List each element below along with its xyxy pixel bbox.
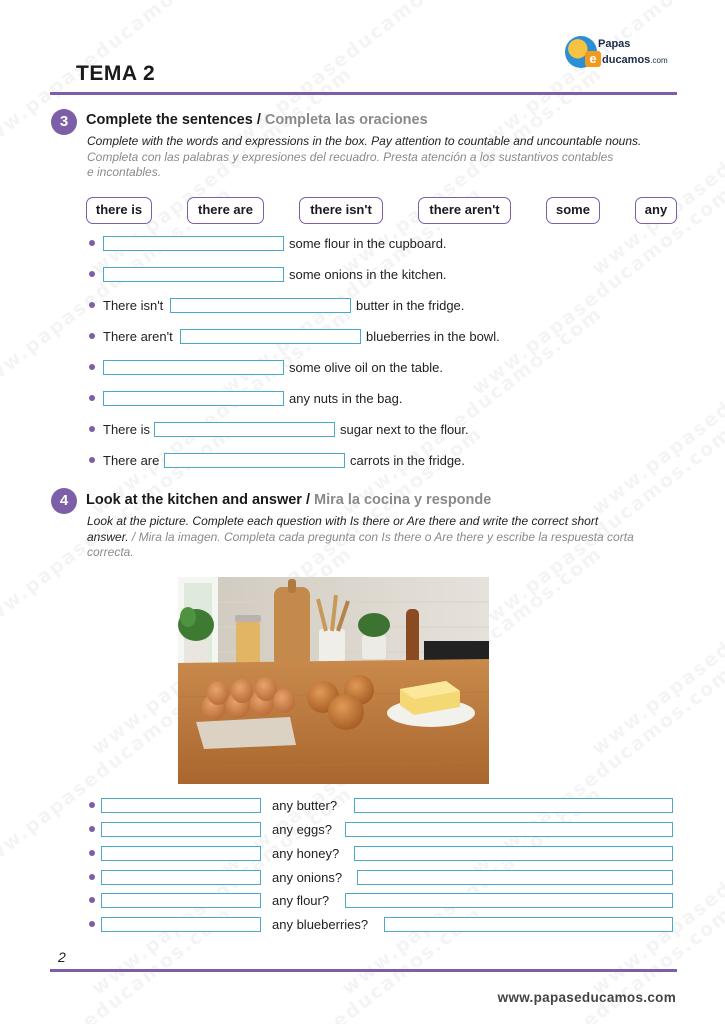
bullet [89, 850, 95, 856]
blank-q3-verb[interactable] [101, 846, 261, 861]
blank-q5-answer[interactable] [345, 893, 673, 908]
word-box-any: any [635, 197, 677, 224]
sentence-8-before: There are [103, 453, 160, 468]
word-box-some: some [546, 197, 600, 224]
word-box-there-arent: there aren't [418, 197, 511, 224]
question-4: any onions? [272, 870, 343, 885]
header-rule [50, 92, 677, 95]
word-box-there-isnt: there isn't [299, 197, 383, 224]
question-6: any blueberries? [272, 917, 369, 932]
word-box-there-are: there are [187, 197, 264, 224]
sentence-7-before: There is [103, 422, 150, 437]
watermark-text [588, 782, 725, 999]
section-4-title: Look at the kitchen and answer / Mira la cocina y responde [86, 492, 492, 508]
section-4-instructions: Look at the picture. Complete each question with Is there or Are there and write the correct short answer. / Mira la imagen. Completa cada pregunta con Is there o Are there y escribe la respuesta corta correcta. [87, 514, 634, 559]
watermark-text [338, 782, 607, 999]
bullet [89, 874, 95, 880]
blank-q1-answer[interactable] [354, 798, 673, 813]
watermark-text [588, 302, 725, 519]
footer-url[interactable]: www.papaseducamos.com [497, 990, 676, 1005]
sentence-4-before: There aren't [103, 329, 173, 344]
bullet [89, 395, 95, 401]
sentence-7-after: sugar next to the flour. [340, 422, 469, 437]
word-box-there-is: there is [86, 197, 152, 224]
blank-q1-verb[interactable] [101, 798, 261, 813]
sentence-5-after: some olive oil on the table. [289, 360, 443, 375]
bullet [89, 302, 95, 308]
bullet [89, 897, 95, 903]
blank-q6-answer[interactable] [384, 917, 673, 932]
logo-e: e [585, 51, 601, 67]
bullet [89, 333, 95, 339]
kitchen-illustration [178, 577, 489, 784]
blank-s7[interactable] [154, 422, 335, 437]
section-3-instructions: Complete with the words and expressions in the box. Pay attention to countable and uncountable nouns. Completa con las palabras y expresiones del recuadro. Presta atención a los sustantivos contables e incontables. [87, 134, 642, 179]
bullet [89, 802, 95, 808]
blank-q5-verb[interactable] [101, 893, 261, 908]
section-3-badge: 3 [51, 109, 77, 135]
watermark-text [88, 782, 357, 999]
blank-s5[interactable] [103, 360, 284, 375]
bullet [89, 457, 95, 463]
question-3: any honey? [272, 846, 340, 861]
blank-q4-answer[interactable] [357, 870, 673, 885]
sentence-2-after: some onions in the kitchen. [289, 267, 447, 282]
blank-q2-verb[interactable] [101, 822, 261, 837]
bullet [89, 364, 95, 370]
sentence-3-after: butter in the fridge. [356, 298, 465, 313]
sentence-6-after: any nuts in the bag. [289, 391, 403, 406]
blank-s2[interactable] [103, 267, 284, 282]
blank-s4[interactable] [180, 329, 361, 344]
page-number: 2 [58, 949, 66, 965]
logo-line1: Papas [598, 38, 631, 50]
watermark-text [588, 542, 725, 759]
sentence-8-after: carrots in the fridge. [350, 453, 465, 468]
papaseducamos-logo [565, 34, 685, 74]
bullet [89, 826, 95, 832]
bullet [89, 240, 95, 246]
blank-s3[interactable] [170, 298, 351, 313]
blank-s8[interactable] [164, 453, 345, 468]
footer-rule [50, 969, 677, 972]
blank-q2-answer[interactable] [345, 822, 673, 837]
bullet [89, 426, 95, 432]
blank-q3-answer[interactable] [354, 846, 673, 861]
blank-q4-verb[interactable] [101, 870, 261, 885]
page-title: TEMA 2 [76, 62, 156, 85]
sentence-3-before: There isn't [103, 298, 164, 313]
section-4-badge: 4 [51, 488, 77, 514]
bullet [89, 271, 95, 277]
blank-q6-verb[interactable] [101, 917, 261, 932]
kitchen-photo [178, 577, 489, 784]
logo-line2: ducamos.com [602, 54, 668, 66]
sentence-1-after: some flour in the cupboard. [289, 236, 447, 251]
question-2: any eggs? [272, 822, 332, 837]
blank-s6[interactable] [103, 391, 284, 406]
sentence-4-after: blueberries in the bowl. [366, 329, 500, 344]
bullet [89, 921, 95, 927]
blank-s1[interactable] [103, 236, 284, 251]
question-1: any butter? [272, 798, 338, 813]
section-3-title: Complete the sentences / Completa las oraciones [86, 112, 428, 128]
question-5: any flour? [272, 893, 330, 908]
